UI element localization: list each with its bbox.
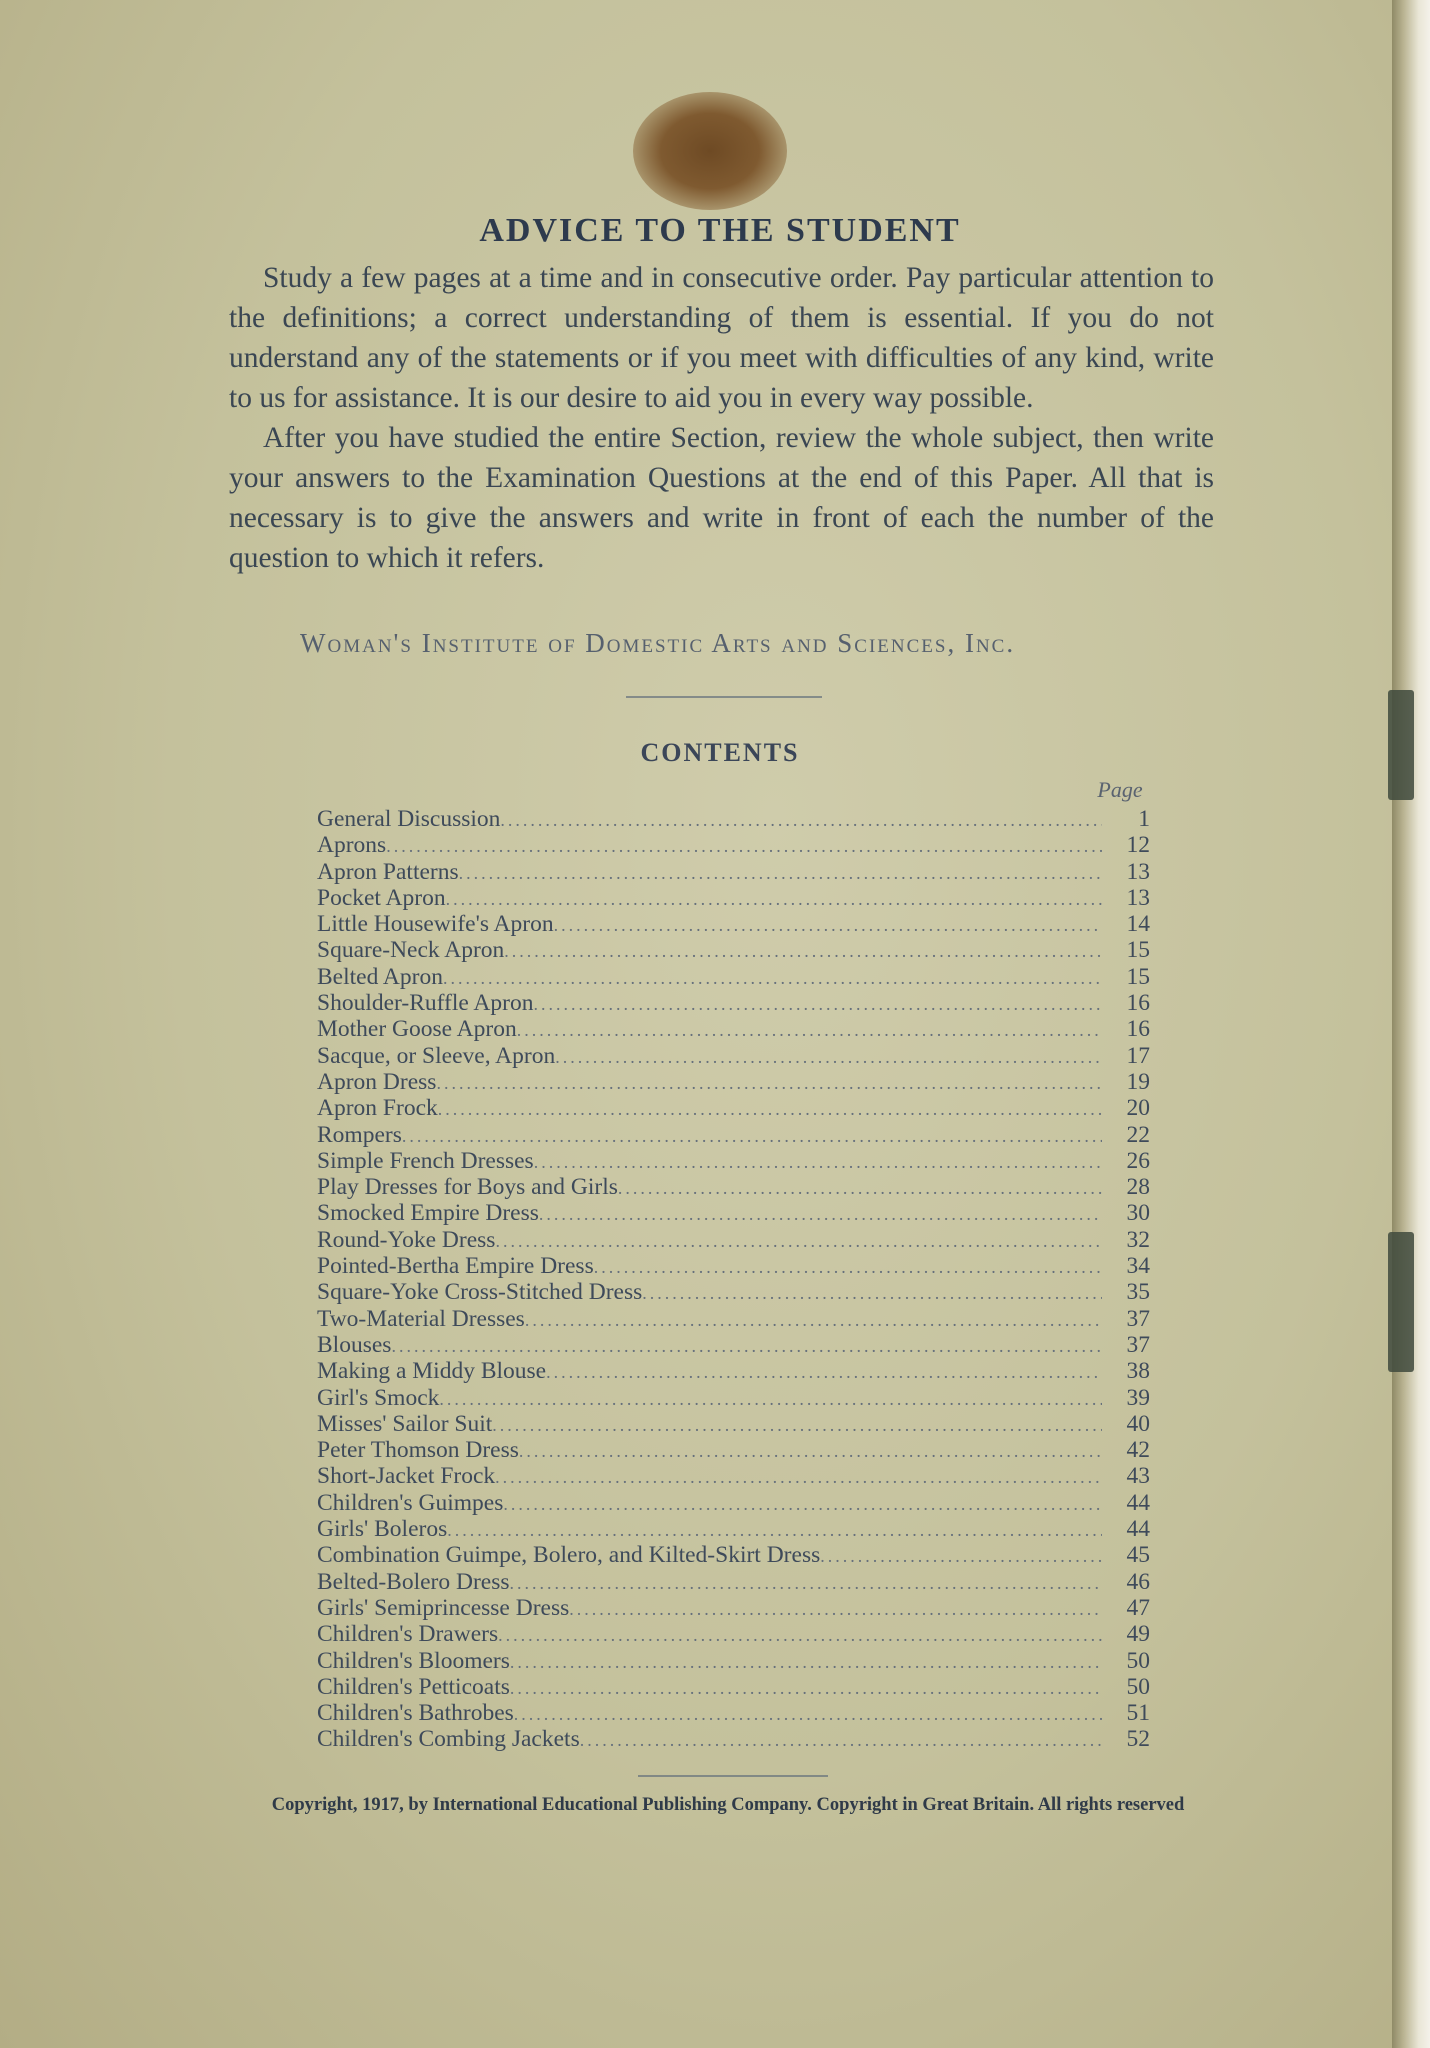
contents-entry (317, 911, 1152, 937)
dot-leader (495, 1467, 1102, 1488)
contents-entry-title: Children's Petticoats (317, 1673, 510, 1700)
dot-leader (642, 1283, 1102, 1304)
stain-mark (633, 92, 787, 210)
contents-entry (317, 1621, 1152, 1647)
contents-entry-title: Blouses (317, 1331, 392, 1358)
contents-entry (317, 1095, 1152, 1121)
contents-entry-title: Belted Apron (317, 963, 443, 990)
dot-leader (510, 1652, 1102, 1673)
contents-entry-title: Apron Dress (317, 1068, 437, 1095)
contents-entry-title: Peter Thomson Dress (317, 1437, 519, 1464)
contents-entry-page: 12 (1126, 832, 1150, 859)
contents-entry-page: 49 (1126, 1621, 1150, 1648)
contents-entry (317, 1411, 1152, 1437)
dot-leader (519, 1441, 1102, 1462)
contents-entry-page: 37 (1126, 1305, 1150, 1332)
contents-entry (317, 964, 1152, 990)
contents-entry-title: Girls' Semiprincesse Dress (317, 1594, 570, 1621)
advice-paragraph-1: Study a few pages at a time and in consecutive order. Pay particular attention to the definitions; a correct understanding of them is essential. If you do not understand any of the statements or if you meet with difficulties of any kind, write to us for assistance. It is our desire to aid you in every way possible. (229, 262, 1214, 414)
contents-entry-title: Square-Yoke Cross-Stitched Dress (317, 1279, 643, 1306)
contents-entry-title: Play Dresses for Boys and Girls (317, 1174, 618, 1201)
dot-leader (459, 863, 1102, 884)
contents-entry-title: General Discussion (317, 806, 501, 832)
contents-entry-page: 43 (1126, 1463, 1150, 1490)
contents-entry-page: 47 (1126, 1594, 1150, 1621)
binding-clip-lower (1388, 1232, 1414, 1372)
contents-entry-page: 44 (1126, 1516, 1150, 1543)
contents-entry-page: 51 (1126, 1700, 1150, 1727)
contents-entry-page: 13 (1126, 858, 1150, 885)
contents-entry (317, 1385, 1152, 1411)
contents-entry (317, 1648, 1152, 1674)
contents-entry-page: 30 (1126, 1200, 1150, 1227)
dot-leader (820, 1546, 1102, 1567)
contents-entry-title: Pointed-Bertha Empire Dress (317, 1253, 594, 1280)
dot-leader (525, 1310, 1102, 1331)
dot-leader (386, 836, 1102, 857)
contents-entry-title: Simple French Dresses (317, 1147, 534, 1174)
contents-entry-page: 42 (1126, 1437, 1150, 1464)
dot-leader (500, 810, 1102, 831)
contents-entry-title: Children's Bathrobes (317, 1700, 514, 1727)
contents-entry (317, 859, 1152, 885)
contents-entry-title: Shoulder-Ruffle Apron (317, 990, 534, 1017)
contents-entry-page: 32 (1126, 1226, 1150, 1253)
contents-entry (317, 1016, 1152, 1042)
dot-leader (546, 1362, 1102, 1383)
dot-leader (447, 1520, 1102, 1541)
contents-entry-title: Round-Yoke Dress (317, 1226, 496, 1253)
contents-entry (317, 1332, 1152, 1358)
page-column-label: Page (1097, 777, 1143, 802)
contents-entry-title: Making a Middy Blouse (317, 1358, 547, 1385)
contents-heading: CONTENTS (640, 738, 800, 767)
contents-entry (317, 1542, 1152, 1568)
dot-leader (554, 915, 1102, 936)
contents-entry-page: 45 (1126, 1542, 1150, 1569)
contents-entry-title: Rompers (317, 1121, 402, 1148)
copyright-notice: Copyright, 1917, by International Educational Publishing Company. Copyright in Great Britain. All rights reserved (271, 1795, 1185, 1815)
dot-leader (439, 1389, 1102, 1410)
contents-entry (317, 1200, 1152, 1226)
contents-entry (317, 1253, 1152, 1279)
contents-entry-title: Mother Goose Apron (317, 1016, 517, 1043)
contents-entry-page: 13 (1126, 884, 1150, 911)
contents-entry-title: Misses' Sailor Suit (317, 1410, 493, 1437)
contents-entry (317, 1490, 1152, 1516)
contents-entry-title: Children's Combing Jackets (317, 1726, 580, 1753)
binding-clip-upper (1388, 690, 1414, 800)
contents-entry-page: 15 (1126, 937, 1150, 964)
contents-entry-page: 16 (1126, 1016, 1150, 1043)
dot-leader (618, 1178, 1102, 1199)
contents-entry-title: Smocked Empire Dress (317, 1200, 539, 1227)
contents-entry-title: Square-Neck Apron (317, 937, 505, 964)
dot-leader (510, 1573, 1102, 1594)
contents-entry-page: 1 (1138, 806, 1150, 832)
contents-entry-page: 38 (1126, 1358, 1150, 1385)
contents-entry (317, 1674, 1152, 1700)
contents-entry (317, 1516, 1152, 1542)
contents-entry-title: Children's Guimpes (317, 1489, 504, 1516)
contents-entry-page: 39 (1126, 1384, 1150, 1411)
dot-leader (555, 1047, 1102, 1068)
contents-entry (317, 1595, 1152, 1621)
contents-entry (317, 1148, 1152, 1174)
contents-entry (317, 990, 1152, 1016)
contents-entry-page: 50 (1126, 1647, 1150, 1674)
dot-leader (539, 1204, 1102, 1225)
contents-entry (317, 1279, 1152, 1305)
dot-leader (492, 1415, 1102, 1436)
page-edge (1392, 0, 1430, 2048)
contents-entry (317, 1122, 1152, 1148)
dot-leader (517, 1020, 1102, 1041)
dot-leader (534, 1152, 1102, 1173)
contents-entry (317, 1463, 1152, 1489)
contents-entry (317, 1174, 1152, 1200)
contents-entry-title: Two-Material Dresses (317, 1305, 525, 1332)
contents-entry (317, 1227, 1152, 1253)
contents-entry (317, 885, 1152, 911)
contents-entry-page: 52 (1126, 1726, 1150, 1753)
contents-entry-title: Pocket Apron (317, 884, 446, 911)
contents-entry-page: 22 (1126, 1121, 1150, 1148)
contents-entry-title: Children's Bloomers (317, 1647, 510, 1674)
contents-entry (317, 832, 1152, 858)
contents-list (317, 806, 1152, 1753)
dot-leader (495, 1231, 1102, 1252)
dot-leader (446, 889, 1102, 910)
contents-entry (317, 806, 1152, 832)
contents-entry (317, 1700, 1152, 1726)
contents-entry (317, 1437, 1152, 1463)
advice-paragraph-2: After you have studied the entire Section, review the whole subject, then write your answers to the Examination Questions at the end of this Paper. All that is necessary is to give the answers and write in front of each the number of the question to which it refers. (229, 422, 1214, 574)
dot-leader (436, 1073, 1102, 1094)
advice-title: ADVICE TO THE STUDENT (479, 212, 961, 249)
dot-leader (391, 1336, 1102, 1357)
contents-entry-title: Girls' Boleros (317, 1516, 448, 1543)
contents-entry-page: 40 (1126, 1410, 1150, 1437)
contents-entry-title: Aprons (317, 832, 387, 859)
dot-leader (514, 1704, 1102, 1725)
contents-entry-page: 17 (1126, 1042, 1150, 1069)
contents-entry-page: 46 (1126, 1568, 1150, 1595)
contents-entry-page: 50 (1126, 1673, 1150, 1700)
contents-entry-page: 34 (1126, 1253, 1150, 1280)
publisher-signature: Woman's Institute of Domestic Arts and Sciences, Inc. (300, 628, 1016, 658)
contents-entry (317, 1306, 1152, 1332)
contents-entry-title: Belted-Bolero Dress (317, 1568, 510, 1595)
contents-entry-page: 26 (1126, 1147, 1150, 1174)
contents-entry-page: 28 (1126, 1174, 1150, 1201)
contents-entry (317, 937, 1152, 963)
dot-leader (503, 1494, 1102, 1515)
advice-text (229, 258, 1214, 578)
contents-entry-page: 35 (1126, 1279, 1150, 1306)
dot-leader (443, 968, 1102, 989)
divider-bottom (638, 1775, 828, 1777)
contents-entry-page: 15 (1126, 963, 1150, 990)
contents-entry (317, 1069, 1152, 1095)
divider-top (626, 696, 822, 698)
contents-entry-title: Apron Patterns (317, 858, 459, 885)
dot-leader (402, 1126, 1102, 1147)
contents-entry (317, 1358, 1152, 1384)
contents-entry-title: Apron Frock (317, 1095, 438, 1122)
contents-entry (317, 1043, 1152, 1069)
contents-entry-title: Short-Jacket Frock (317, 1463, 496, 1490)
contents-entry (317, 1726, 1152, 1752)
contents-entry-page: 37 (1126, 1331, 1150, 1358)
contents-entry-title: Girl's Smock (317, 1384, 440, 1411)
contents-entry (317, 1569, 1152, 1595)
dot-leader (580, 1730, 1102, 1751)
contents-entry-page: 44 (1126, 1489, 1150, 1516)
dot-leader (504, 941, 1102, 962)
dot-leader (510, 1678, 1102, 1699)
contents-entry-title: Sacque, or Sleeve, Apron (317, 1042, 556, 1069)
contents-entry-title: Little Housewife's Apron (317, 911, 554, 938)
dot-leader (594, 1257, 1102, 1278)
contents-entry-page: 20 (1126, 1095, 1150, 1122)
contents-entry-title: Children's Drawers (317, 1621, 499, 1648)
contents-entry-page: 19 (1126, 1068, 1150, 1095)
contents-entry-title: Combination Guimpe, Bolero, and Kilted-Skirt Dress (317, 1542, 821, 1569)
dot-leader (498, 1625, 1102, 1646)
dot-leader (438, 1099, 1102, 1120)
contents-entry-page: 16 (1126, 990, 1150, 1017)
dot-leader (569, 1599, 1102, 1620)
dot-leader (533, 994, 1102, 1015)
contents-entry-page: 14 (1126, 911, 1150, 938)
